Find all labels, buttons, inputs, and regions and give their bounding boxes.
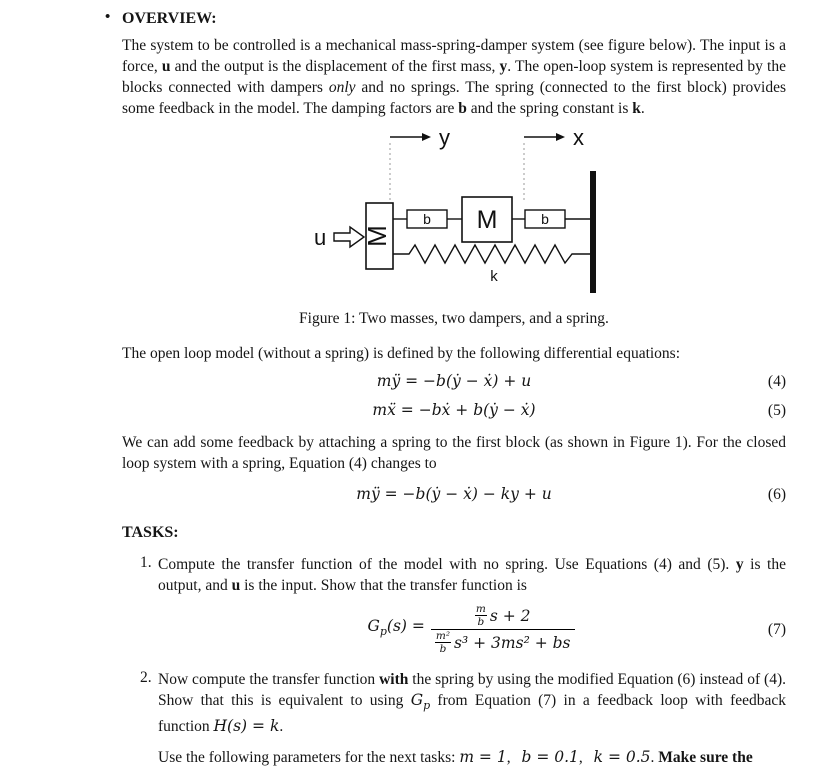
text-run-bold-u: u: [161, 58, 171, 75]
text-run-italic-only: only: [328, 79, 356, 96]
equation-4-tag: (4): [767, 372, 786, 390]
small-frac-num: m²: [435, 630, 451, 642]
fraction-bar: [431, 629, 575, 630]
equation-7-tag: (7): [767, 620, 786, 638]
numerator-rest: s + 2: [489, 606, 531, 625]
damper1-label: b: [423, 211, 431, 227]
text-run: from Equation (7) in a feedback loop with feedback function: [158, 692, 787, 736]
equation-5: [122, 399, 786, 422]
equation-6: [122, 483, 786, 506]
task-1-number: 1.: [140, 554, 152, 571]
small-frac-den: b: [439, 643, 447, 655]
transfer-function-lhs: [367, 615, 424, 643]
H-equals-k: H(s) = k: [213, 717, 280, 736]
text-run: is the output, and: [158, 556, 786, 594]
text-run: ,: [578, 749, 587, 767]
task-2-body: [158, 669, 786, 737]
text-run: is the input. Show that the transfer function is: [240, 577, 527, 594]
text-run-bold-with: with: [379, 671, 409, 688]
spring-k-label: k: [490, 268, 498, 285]
param-k: k = 0.5: [593, 748, 651, 767]
y-arrowhead-icon: [422, 133, 431, 141]
text-run: and the output is the displacement of the first mass,: [170, 58, 500, 75]
text-run: Compute the transfer function of the model with no spring. Use Equations (4) and (5).: [158, 556, 736, 573]
figure-caption-text: Figure 1: Two masses, two dampers, and a spring.: [299, 310, 609, 327]
equation-5-tag: (5): [767, 401, 786, 419]
equation-7: [158, 604, 786, 655]
text-run: Now compute the transfer function: [158, 671, 380, 688]
text-run-bold-b: b: [458, 100, 467, 117]
task-2-number: 2.: [140, 669, 152, 686]
text-run: Use the following parameters for the next tasks:: [158, 749, 460, 767]
mass-spring-damper-diagram: [272, 123, 632, 299]
denominator-rest: s³ + 3ms² + bs: [454, 633, 571, 652]
param-b: b = 0.1: [521, 748, 579, 767]
param-m: m = 1: [459, 748, 507, 767]
text-run-bold-y: y: [735, 556, 744, 573]
overview-heading: OVERVIEW:: [122, 10, 217, 27]
text-run-bold-u: u: [231, 577, 241, 594]
bullet-icon: •: [105, 9, 111, 25]
fraction-denominator: [431, 631, 575, 655]
feedback-paragraph: We can add some feedback by attaching a spring to the first block (as shown in Figure 1). For the closed loop system with a spring, Equation (4) changes to: [122, 434, 786, 472]
x-arrowhead-icon: [556, 133, 565, 141]
spring-zigzag: [393, 245, 590, 263]
damper2-label: b: [541, 211, 549, 227]
equation-6-tag: (6): [767, 485, 786, 503]
task-item-1: [122, 554, 786, 661]
input-force-arrow-icon: [334, 227, 364, 247]
text-run-bold-y: y: [499, 58, 508, 75]
equation-4-body: mÿ = −b(ẏ − ẋ) + u: [376, 372, 532, 390]
input-u-label: u: [314, 225, 327, 250]
small-frac-den: b: [477, 616, 485, 628]
text-run: the spring by using the modified Equation (6) instead of (4). Show that this is equivalent to using: [158, 671, 787, 709]
task-1-body: [158, 554, 786, 661]
text-run: .: [650, 749, 659, 767]
Gp-symbol: [410, 691, 431, 713]
equation-7-body: [367, 604, 576, 655]
figure-caption: [122, 308, 786, 329]
text-run: ,: [506, 749, 515, 767]
equation-5-body: mẍ = −bẋ + b(ẏ − ẋ): [372, 401, 536, 419]
equation-4: [122, 370, 786, 393]
text-run: .: [279, 718, 284, 736]
displacement-x-label: x: [573, 125, 584, 150]
tasks-heading: TASKS:: [122, 524, 179, 541]
figure-1: [272, 123, 786, 304]
parameters-paragraph: [158, 747, 786, 768]
text-run: The system to be controlled is a mechanical mass-spring-damper system (see figure below). The input is a force,: [122, 37, 786, 75]
small-frac-num: m: [475, 603, 486, 615]
text-run: . The open-loop system is represented by the blocks connected with dampers: [122, 58, 786, 96]
p-subscript: p: [379, 625, 387, 639]
text-run-bold-make-sure: Make sure the: [658, 749, 753, 767]
task-item-2: [122, 669, 786, 737]
text-run-bold-k: k: [632, 100, 641, 117]
big-fraction: [431, 604, 575, 655]
G-symbol: G: [410, 691, 424, 709]
output-y-label: y: [439, 125, 450, 150]
mass1-label: M: [361, 225, 392, 247]
overview-heading-row: [105, 9, 786, 28]
G-symbol: G: [367, 617, 380, 636]
open-loop-intro-paragraph: The open loop model (without a spring) is defined by the following differential equations:: [122, 345, 681, 362]
lhs-rest: (s) =: [386, 617, 425, 636]
text-run: and no springs. The spring (connected to the first block) provides some feedback in the model. The damping factors are: [122, 79, 787, 117]
small-fraction-m2-over-b: [435, 631, 451, 655]
p-subscript: p: [423, 699, 431, 713]
text-run: .: [640, 100, 645, 117]
mass2-label: M: [476, 206, 498, 234]
equation-6-body: mÿ = −b(ẏ − ẋ) − ky + u: [356, 485, 552, 503]
text-run: and the spring constant is: [466, 100, 633, 117]
small-fraction-m-over-b: [475, 604, 487, 628]
overview-paragraph: [122, 35, 786, 119]
fraction-numerator: [471, 604, 535, 628]
